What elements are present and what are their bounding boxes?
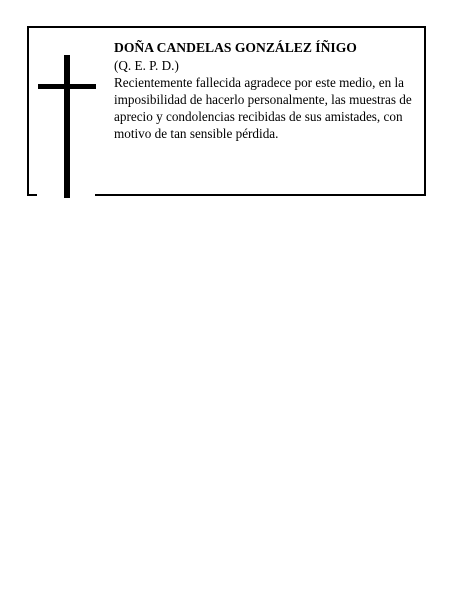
rip-line: (Q. E. P. D.) <box>114 58 179 73</box>
cross-vertical-bar <box>64 55 70 198</box>
deceased-name: DOÑA CANDELAS GONZÁLEZ ÍÑIGO <box>114 40 357 55</box>
gratitude-message: Recientemente fallecida agradece por este medio, en la imposibilidad de hacerlo personalmente, las muestras de aprecio y condolencias recibidas de sus amistades, con motivo de tan sensible pérdida. <box>114 75 412 141</box>
obituary-notice-text <box>114 39 419 142</box>
cross-horizontal-bar <box>38 84 96 89</box>
